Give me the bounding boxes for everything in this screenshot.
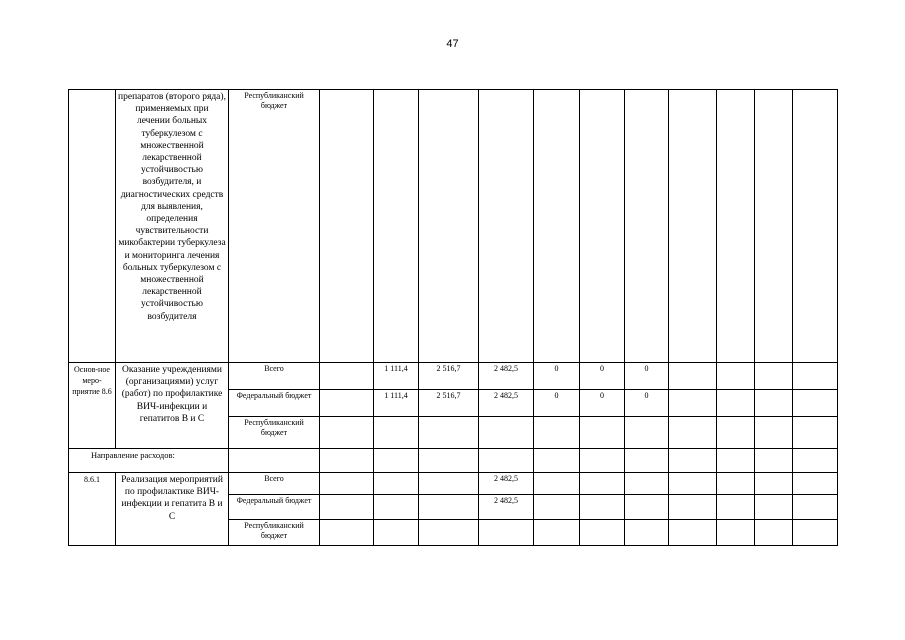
- value-cell: [793, 520, 838, 546]
- source-cell: Республиканский бюджет: [229, 520, 320, 546]
- value-cell: [793, 90, 838, 363]
- value-cell: [534, 473, 580, 495]
- value-cell: [320, 390, 374, 417]
- code-cell: [69, 90, 116, 363]
- value-cell: [419, 90, 479, 363]
- value-cell: 0: [580, 363, 625, 390]
- value-cell: [534, 90, 580, 363]
- value-cell: [320, 495, 374, 520]
- value-cell: [755, 417, 793, 449]
- value-cell: [755, 363, 793, 390]
- measure-code: Основ-ное меро-приятие 8.6: [69, 363, 116, 449]
- value-cell: 2 482,5: [479, 390, 534, 417]
- value-cell: 0: [580, 390, 625, 417]
- value-cell: 0: [534, 390, 580, 417]
- value-cell: [755, 473, 793, 495]
- value-cell: [625, 473, 669, 495]
- value-cell: [793, 495, 838, 520]
- value-cell: [625, 520, 669, 546]
- value-cell: [793, 449, 838, 473]
- value-cell: [534, 520, 580, 546]
- value-cell: [580, 473, 625, 495]
- measure-name: Оказание учреждениями (организациями) услуг (работ) по профилактике ВИЧ-инфекции и гепатитов В и С: [116, 363, 229, 449]
- value-cell: [580, 495, 625, 520]
- source-cell: Федеральный бюджет: [229, 495, 320, 520]
- value-cell: [374, 520, 419, 546]
- value-cell: 1 111,4: [374, 390, 419, 417]
- value-cell: [320, 449, 374, 473]
- value-cell: [755, 449, 793, 473]
- budget-table: [68, 89, 838, 546]
- value-cell: [580, 90, 625, 363]
- value-cell: [320, 473, 374, 495]
- value-cell: [755, 390, 793, 417]
- value-cell: [669, 520, 717, 546]
- value-cell: [717, 90, 755, 363]
- value-cell: [717, 390, 755, 417]
- source-cell: Республиканский бюджет: [229, 90, 320, 363]
- value-cell: [755, 520, 793, 546]
- value-cell: 2 482,5: [479, 473, 534, 495]
- value-cell: [793, 473, 838, 495]
- direction-label: Направление расходов:: [69, 449, 229, 473]
- value-cell: [479, 520, 534, 546]
- value-cell: [625, 90, 669, 363]
- measure-code: 8.6.1: [69, 473, 116, 546]
- value-cell: [479, 449, 534, 473]
- value-cell: [669, 390, 717, 417]
- value-cell: [534, 417, 580, 449]
- table-row-continuation: [69, 90, 838, 363]
- value-cell: [479, 90, 534, 363]
- value-cell: [625, 495, 669, 520]
- value-cell: [320, 417, 374, 449]
- value-cell: [374, 417, 419, 449]
- source-cell: [229, 449, 320, 473]
- value-cell: 0: [625, 390, 669, 417]
- value-cell: [669, 90, 717, 363]
- value-cell: [374, 449, 419, 473]
- direction-row: [69, 449, 838, 473]
- value-cell: [625, 417, 669, 449]
- value-cell: [320, 90, 374, 363]
- value-cell: [755, 495, 793, 520]
- value-cell: [717, 417, 755, 449]
- value-cell: [669, 363, 717, 390]
- value-cell: [580, 520, 625, 546]
- value-cell: [320, 363, 374, 390]
- value-cell: [793, 390, 838, 417]
- source-cell: Всего: [229, 473, 320, 495]
- value-cell: [755, 90, 793, 363]
- table-row: [69, 363, 838, 390]
- value-cell: 2 516,7: [419, 363, 479, 390]
- value-cell: [717, 473, 755, 495]
- value-cell: [669, 449, 717, 473]
- value-cell: [793, 363, 838, 390]
- value-cell: 0: [534, 363, 580, 390]
- value-cell: 0: [625, 363, 669, 390]
- value-cell: [534, 495, 580, 520]
- source-cell: Всего: [229, 363, 320, 390]
- table-row: [69, 473, 838, 495]
- value-cell: 2 482,5: [479, 495, 534, 520]
- value-cell: [374, 495, 419, 520]
- value-cell: [419, 449, 479, 473]
- value-cell: [717, 520, 755, 546]
- value-cell: [419, 520, 479, 546]
- value-cell: [669, 417, 717, 449]
- value-cell: [374, 473, 419, 495]
- value-cell: [580, 417, 625, 449]
- description-cell: препаратов (второго ряда), применяемых при лечении больных туберкулезом с множественной лекарственной устойчивостью возбудителя, и диагностических средств для выявления, определения чувствительности микобактерии туберкулеза и мониторинга лечения больных туберкулезом с множественной лекарственной устойчивостью возбудителя: [116, 90, 229, 363]
- value-cell: [534, 449, 580, 473]
- value-cell: [419, 473, 479, 495]
- value-cell: [669, 495, 717, 520]
- source-cell: Федеральный бюджет: [229, 390, 320, 417]
- measure-name: Реализация мероприятий по профилактике ВИЧ-инфекции и гепатита В и С: [116, 473, 229, 546]
- value-cell: [717, 449, 755, 473]
- value-cell: 2 482,5: [479, 363, 534, 390]
- value-cell: [419, 495, 479, 520]
- page-number: 47: [446, 38, 459, 50]
- value-cell: [580, 449, 625, 473]
- value-cell: [717, 363, 755, 390]
- value-cell: [793, 417, 838, 449]
- value-cell: [625, 449, 669, 473]
- value-cell: [479, 417, 534, 449]
- value-cell: [669, 473, 717, 495]
- value-cell: [419, 417, 479, 449]
- value-cell: [717, 495, 755, 520]
- value-cell: 2 516,7: [419, 390, 479, 417]
- value-cell: [320, 520, 374, 546]
- value-cell: [374, 90, 419, 363]
- value-cell: 1 111,4: [374, 363, 419, 390]
- source-cell: Республиканский бюджет: [229, 417, 320, 449]
